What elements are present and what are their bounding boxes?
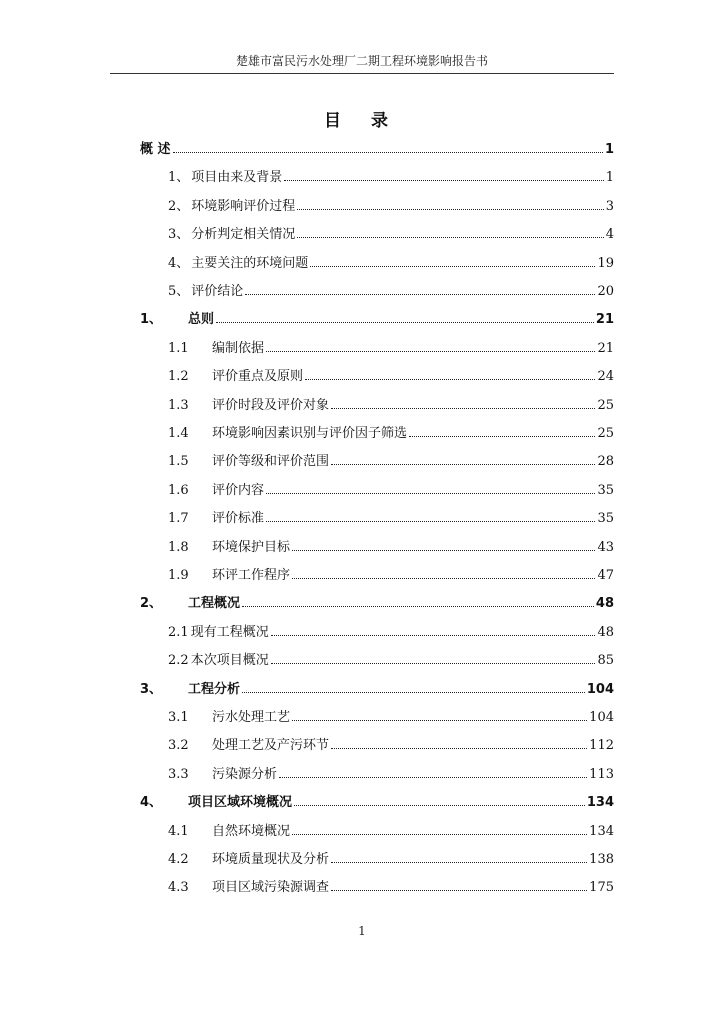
toc-entry bbox=[168, 197, 614, 217]
toc-entry bbox=[168, 225, 614, 245]
toc-entry bbox=[140, 680, 614, 700]
toc-dot-leader bbox=[297, 236, 603, 238]
toc-dot-leader bbox=[292, 577, 595, 579]
toc-dot-leader bbox=[245, 293, 595, 295]
toc-entry bbox=[168, 396, 614, 416]
toc-entry bbox=[168, 623, 614, 643]
toc-entry bbox=[168, 878, 614, 898]
toc-dot-leader bbox=[216, 321, 594, 323]
toc-entry-page: 20 bbox=[597, 284, 614, 299]
toc-entry-page: 21 bbox=[595, 312, 614, 328]
toc-entry-page: 35 bbox=[597, 511, 614, 527]
toc-dot-leader bbox=[271, 662, 596, 664]
toc-entry-page: 113 bbox=[589, 766, 614, 782]
toc-entry bbox=[168, 452, 614, 472]
toc-entry-page: 134 bbox=[586, 795, 614, 811]
toc-entry bbox=[168, 424, 614, 444]
toc-entry-number: 4、 bbox=[168, 255, 190, 271]
toc-entry bbox=[168, 339, 614, 359]
toc-entry-title: 环评工作程序 bbox=[212, 568, 291, 583]
toc-dot-leader bbox=[242, 605, 594, 607]
toc-dot-leader bbox=[284, 179, 603, 181]
toc-entry-number: 1.5 bbox=[168, 454, 189, 470]
toc-entry-number: 1、 bbox=[140, 312, 163, 328]
toc-entry bbox=[140, 310, 614, 330]
toc-dot-leader bbox=[292, 549, 595, 551]
toc-entry-number: 3、 bbox=[168, 227, 190, 243]
toc-entry-number: 2.2 bbox=[168, 653, 189, 669]
toc-entry-page: 25 bbox=[597, 397, 614, 413]
toc-entry-page: 104 bbox=[589, 710, 614, 725]
toc-entry-number: 1.9 bbox=[168, 568, 189, 583]
toc-entry-page: 112 bbox=[589, 738, 614, 754]
toc-entry bbox=[168, 367, 614, 387]
toc-entry-number: 4.1 bbox=[168, 823, 189, 839]
toc-dot-leader bbox=[266, 520, 595, 522]
toc-entry-title: 项目区域污染源调查 bbox=[212, 880, 330, 896]
toc-dot-leader bbox=[331, 861, 587, 863]
toc-entry-title: 工程分析 bbox=[188, 681, 241, 697]
toc-entry-page: 3 bbox=[605, 198, 614, 214]
toc-entry bbox=[168, 509, 614, 529]
toc-dot-leader bbox=[292, 833, 587, 835]
toc-entry-number: 4.3 bbox=[168, 880, 189, 896]
toc-entry-title: 项目区域环境概况 bbox=[188, 795, 293, 811]
toc-entry bbox=[140, 140, 614, 160]
toc-entry-title: 分析判定相关情况 bbox=[191, 227, 296, 243]
toc-entry-page: 1 bbox=[605, 170, 614, 186]
toc-entry bbox=[168, 538, 614, 558]
toc-entry bbox=[168, 822, 614, 842]
toc-entry bbox=[168, 708, 614, 728]
toc-dot-leader bbox=[266, 492, 595, 494]
toc-entry-number: 1.6 bbox=[168, 482, 189, 498]
toc-entry bbox=[168, 168, 614, 188]
toc-entry-title: 评价重点及原则 bbox=[212, 369, 304, 385]
toc-entry-page: 19 bbox=[597, 255, 614, 271]
toc-entry-title: 污水处理工艺 bbox=[212, 710, 291, 725]
toc-dot-leader bbox=[409, 435, 595, 437]
toc-entry bbox=[168, 765, 614, 785]
toc-entry-page: 28 bbox=[597, 454, 614, 470]
toc-entry-title: 环境质量现状及分析 bbox=[212, 852, 330, 867]
toc-entry-page: 104 bbox=[586, 681, 614, 697]
toc-entry-number: 1、 bbox=[168, 170, 190, 186]
toc-dot-leader bbox=[242, 691, 585, 693]
toc-entry-page: 4 bbox=[605, 227, 614, 243]
toc-entry-page: 43 bbox=[597, 539, 614, 555]
page-number: 1 bbox=[358, 924, 366, 938]
toc-entry-page: 47 bbox=[597, 568, 614, 583]
toc-entry-number: 2、 bbox=[140, 596, 163, 612]
toc-entry-title: 现有工程概况 bbox=[190, 624, 269, 640]
toc-entry-title: 评价等级和评价范围 bbox=[212, 454, 330, 470]
toc-entry-number: 3.3 bbox=[168, 766, 189, 782]
toc-entry-number: 2、 bbox=[168, 198, 190, 214]
toc-entry-title: 评价标准 bbox=[212, 511, 265, 527]
toc-dot-leader bbox=[279, 776, 587, 778]
toc-entry-title: 项目由来及背景 bbox=[191, 170, 283, 186]
toc-entry-number: 1.3 bbox=[168, 397, 189, 413]
toc-entry-number: 1.1 bbox=[168, 340, 189, 356]
toc-entry-title: 污染源分析 bbox=[212, 766, 278, 782]
toc-entry-title: 编制依据 bbox=[212, 340, 265, 356]
toc-dot-leader bbox=[297, 208, 603, 210]
toc-dot-leader bbox=[331, 747, 587, 749]
toc-entry-page: 24 bbox=[597, 369, 614, 385]
toc-entry-number: 1.8 bbox=[168, 539, 189, 555]
toc-entry-title: 工程概况 bbox=[188, 596, 241, 612]
toc-entry-page: 35 bbox=[597, 482, 614, 498]
toc-entry-page: 85 bbox=[597, 653, 614, 669]
toc-entry bbox=[168, 651, 614, 671]
toc-entry-page: 138 bbox=[589, 852, 614, 867]
toc-entry-number: 3.1 bbox=[168, 710, 189, 725]
header-title: 楚雄市富民污水处理厂二期工程环境影响报告书 bbox=[235, 54, 488, 68]
toc-title: 目 录 bbox=[324, 111, 400, 131]
header-divider bbox=[110, 73, 614, 74]
toc-entry-title: 自然环境概况 bbox=[212, 823, 291, 839]
toc-entry bbox=[168, 254, 614, 274]
toc-dot-leader bbox=[331, 463, 595, 465]
toc-entry-title: 本次项目概况 bbox=[190, 653, 269, 669]
toc-entry-title: 评价时段及评价对象 bbox=[212, 397, 330, 413]
toc-entry-title: 概 述 bbox=[140, 142, 171, 157]
toc-entry-page: 134 bbox=[589, 823, 614, 839]
toc-entry-number: 1.7 bbox=[168, 511, 189, 527]
toc-entry-title: 主要关注的环境问题 bbox=[191, 255, 309, 271]
toc-entry-number: 3、 bbox=[140, 681, 163, 697]
toc-entry-number: 4、 bbox=[140, 795, 163, 811]
toc-dot-leader bbox=[331, 889, 587, 891]
toc-dot-leader bbox=[305, 378, 595, 380]
toc-entry bbox=[168, 481, 614, 501]
toc-entry-title: 评价内容 bbox=[212, 482, 265, 498]
toc-entry-title: 总则 bbox=[188, 312, 215, 328]
toc-dot-leader bbox=[310, 265, 595, 267]
toc-entry bbox=[168, 736, 614, 756]
toc-dot-leader bbox=[271, 634, 596, 636]
toc-dot-leader bbox=[294, 804, 585, 806]
toc-entry bbox=[168, 566, 614, 586]
toc-entry-number: 2.1 bbox=[168, 624, 189, 640]
toc-entry-number: 5、 bbox=[168, 284, 190, 299]
toc-entry bbox=[140, 793, 614, 813]
toc-dot-leader bbox=[266, 350, 595, 352]
toc-entry-title: 处理工艺及产污环节 bbox=[212, 738, 330, 754]
toc-dot-leader bbox=[331, 407, 595, 409]
toc-entry-number: 3.2 bbox=[168, 738, 189, 754]
toc-entry bbox=[168, 850, 614, 870]
toc-entry-page: 1 bbox=[604, 142, 614, 157]
toc-entry-number: 4.2 bbox=[168, 852, 189, 867]
toc-entry-page: 48 bbox=[597, 624, 614, 640]
toc-entry-number: 1.4 bbox=[168, 426, 189, 441]
toc-entry-title: 环境保护目标 bbox=[212, 539, 291, 555]
toc-entry-title: 评价结论 bbox=[191, 284, 244, 299]
toc-entry-title: 环境影响评价过程 bbox=[191, 198, 296, 214]
toc-dot-leader bbox=[173, 151, 603, 153]
toc-entry-number: 1.2 bbox=[168, 369, 189, 385]
toc-entry bbox=[168, 282, 614, 302]
toc-entry-title: 环境影响因素识别与评价因子筛选 bbox=[212, 426, 408, 441]
toc-entry bbox=[140, 594, 614, 614]
toc-entry-page: 48 bbox=[595, 596, 614, 612]
toc-dot-leader bbox=[292, 719, 587, 721]
toc-entry-page: 175 bbox=[589, 880, 614, 896]
toc-entry-page: 21 bbox=[597, 340, 614, 356]
toc-entry-page: 25 bbox=[597, 426, 614, 441]
